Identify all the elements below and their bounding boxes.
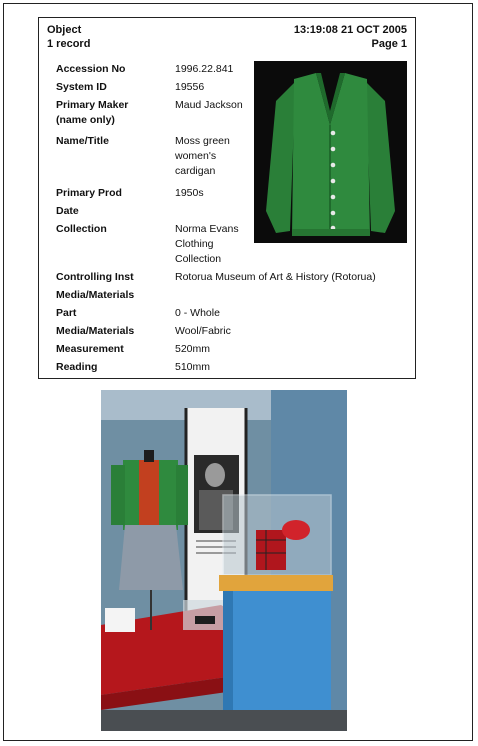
report-timestamp: 13:19:08 21 OCT 2005 — [293, 24, 407, 36]
cardigan-illustration — [254, 61, 407, 243]
field-value-line: Moss green — [175, 135, 230, 147]
field-label-line: Reading — [56, 361, 98, 373]
field-value-line: 520mm — [175, 343, 211, 355]
field-value-line: Norma Evans — [175, 223, 239, 235]
report-type: Object — [47, 24, 82, 36]
field-value: 19556 — [175, 81, 205, 93]
field-value: 0 - Whole — [175, 307, 220, 319]
field-value: Maud Jackson — [175, 99, 243, 111]
field-label — [56, 98, 174, 128]
exhibition-illustration — [101, 390, 347, 731]
record-count: 1 record — [47, 38, 91, 50]
field-label: Media/Materials — [56, 325, 135, 337]
field-value: Wool/Fabric — [175, 325, 231, 337]
field-value-line: Clothing — [175, 238, 214, 250]
field-label-line: Measurement — [56, 343, 124, 355]
field-label: Name/Title — [56, 135, 109, 147]
field-label — [56, 186, 174, 219]
record-report — [38, 17, 416, 379]
exhibition-photo — [101, 390, 347, 731]
cardigan-photo — [254, 61, 407, 243]
page-number: Page 1 — [371, 38, 407, 50]
field-value-line: Collection — [175, 253, 222, 265]
field-label-line: (name only) — [56, 114, 115, 126]
field-label: Collection — [56, 223, 107, 235]
field-label: Part — [56, 307, 77, 319]
field-value: Rotorua Museum of Art & History (Rotorua) — [175, 271, 376, 283]
field-label — [56, 342, 174, 375]
field-value: 1996.22.841 — [175, 63, 234, 75]
field-label — [56, 270, 174, 303]
field-value-line: cardigan — [175, 165, 216, 177]
field-value: 1950s — [175, 187, 204, 199]
field-value-line: women's — [175, 150, 217, 162]
field-label-line: Date — [56, 205, 79, 217]
field-value — [175, 342, 285, 375]
field-label-line: Primary Maker — [56, 99, 129, 111]
field-label: Accession No — [56, 63, 126, 75]
field-label: System ID — [56, 81, 107, 93]
field-label-line: Primary Prod — [56, 187, 122, 199]
field-value-line: 510mm — [175, 361, 211, 373]
field-label-line: Media/Materials — [56, 289, 135, 301]
field-label-line: Controlling Inst — [56, 271, 134, 283]
